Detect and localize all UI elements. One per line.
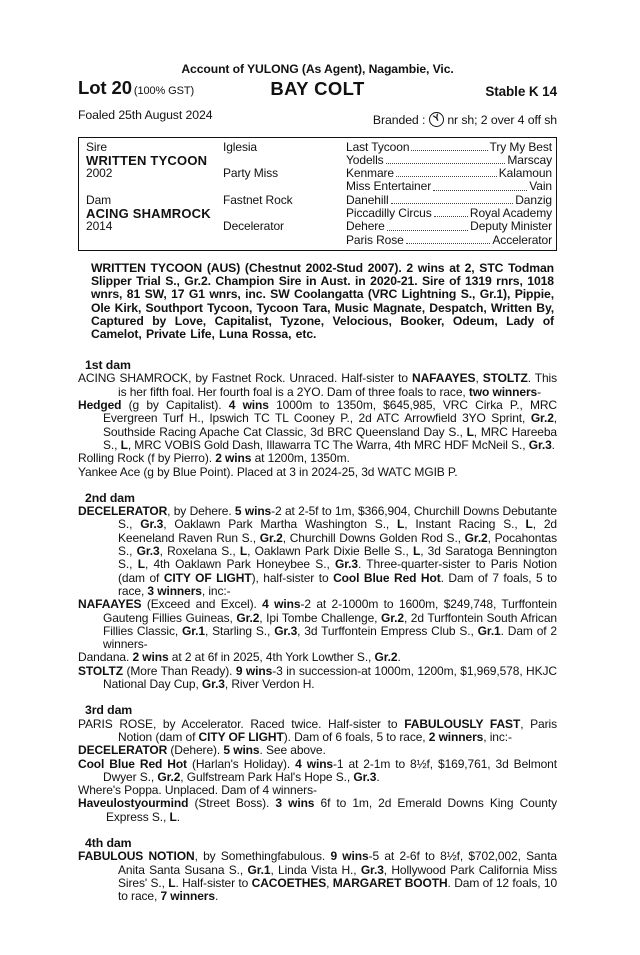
sire-year: 2002 <box>86 166 113 181</box>
leader-dots <box>387 220 468 230</box>
pedigree-paragraph: Where's Poppa. Unplaced. Dam of 4 winners- <box>78 783 317 798</box>
section-heading: 4th dam <box>85 835 132 850</box>
leader-dots <box>386 154 506 164</box>
pedigree-row: Kenmare Kalamoun <box>346 166 552 181</box>
leader-dots <box>433 180 527 190</box>
pedigree-table <box>78 137 557 251</box>
section-heading: 1st dam <box>85 358 131 373</box>
pedigree-paragraph: Yankee Ace (g by Blue Point). Placed at 3 in 2024-25, 3d WATC MGIB P. <box>78 464 458 479</box>
pedigree-paragraph: NAFAAYES (Exceed and Excel). 4 wins-2 at 2-1000m to 1600m, $249,748, Turffontein Gauteng Fillies Guineas, Gr.2, Ipi Tombe Challenge, Gr.2, 2d Turffontein South African Fillies Classic, Gr.1, Starling S., Gr.3, 3d Turffontein Empress Club S., Gr.1. Dam of 2 winners- <box>78 597 558 652</box>
branded-label: Branded : <box>372 113 426 128</box>
pedigree-paragraph: PARIS ROSE, by Accelerator. Raced twice. Half-sister to FABULOUSLY FAST, Paris Notion (dam of CITY OF LIGHT). Dam of 6 foals, 5 to race, 2 winners, inc:- <box>78 716 557 744</box>
lot-number: Lot 20 <box>78 77 132 99</box>
pedigree-row: Piccadilly Circus Royal Academy <box>346 206 552 221</box>
pedigree-row: Yodells Marscay <box>346 152 552 167</box>
pedigree-paragraph: Hedged (g by Capitalist). 4 wins 1000m to 1350m, $645,985, VRC Cirka P., MRC Evergreen Turf H., Ipswich TC TL Cooney P., 2d ATC Arrowfield 3YO Sprint, Gr.2, Southside Racing Apache Cat Classic, 3d BRC Queensland Day S., L, MRC Hareeba S., L, MRC VOBIS Gold Dash, Illawarra TC The Warra, 4th MRC HDF McNeil S., Gr.3. <box>78 398 557 452</box>
dam-year: 2014 <box>86 219 113 234</box>
section-2nd-dam <box>78 492 557 691</box>
grandparent-name: Decelerator <box>223 219 284 234</box>
branded-detail: nr sh; 2 over 4 off sh <box>447 113 557 128</box>
pedigree-row: Danehill Danzig <box>346 192 552 207</box>
section-heading: 3rd dam <box>85 703 133 718</box>
section-3rd-dam <box>78 704 557 824</box>
sire-label: Sire <box>86 139 107 154</box>
foaled-row <box>78 109 557 127</box>
grandparent-name: Party Miss <box>223 166 279 181</box>
pedigree-paragraph: Dandana. 2 wins at 2 at 6f in 2025, 4th York Lowther S., Gr.2. <box>78 650 401 665</box>
page-content <box>78 63 557 903</box>
lot-row <box>78 77 557 106</box>
dam-name: ACING SHAMROCK <box>86 206 211 222</box>
grandparent-name: Fastnet Rock <box>223 192 293 207</box>
stable-number: Stable K 14 <box>485 84 557 100</box>
leader-dots <box>396 167 497 177</box>
pedigree-row: Dehere Deputy Minister <box>346 219 552 234</box>
pedigree-paragraph: FABULOUS NOTION, by Somethingfabulous. 9 wins-5 at 2-6f to 8½f, $702,002, Santa Anita Santa Susana S., Gr.1, Linda Vista H., Gr.3, Hollywood Park California Miss Sires' S., L. Half-sister to CACOETHES, MARGARET BOOTH. Dam of 12 foals, 10 to race, 7 winners. <box>78 849 558 904</box>
foaled-date: Foaled 25th August 2024 <box>78 108 213 123</box>
pedigree-paragraph: Haveulostyourmind (Street Boss). 3 wins 6f to 1m, 2d Emerald Downs King County Express S., L. <box>78 796 557 824</box>
pedigree-paragraph: Rolling Rock (f by Pierro). 2 wins at 1200m, 1350m. <box>78 451 350 466</box>
pedigree-row: Last Tycoon Try My Best <box>346 139 552 154</box>
leader-dots <box>434 207 468 217</box>
branded-info <box>373 109 557 127</box>
pedigree-paragraph: DECELERATOR (Dehere). 5 wins. See above. <box>78 743 326 758</box>
gst-note: (100% GST) <box>133 85 195 98</box>
brand-icon: Y <box>429 112 444 127</box>
leader-dots <box>411 141 487 151</box>
pedigree-row: Paris Rose Accelerator <box>346 232 552 247</box>
pedigree-col-greatgrandparents <box>346 141 552 247</box>
leader-dots <box>391 194 514 204</box>
grandparent-name: Iglesia <box>223 139 257 154</box>
pedigree-col-parents <box>86 141 223 247</box>
pedigree-row: Miss Entertainer Vain <box>346 179 552 194</box>
sire-name: WRITTEN TYCOON <box>86 152 208 168</box>
pedigree-paragraph: ACING SHAMROCK, by Fastnet Rock. Unraced. Half-sister to NAFAAYES, STOLTZ. This is her fifth foal. Her fourth foal is a 2YO. Dam of three foals to race, two winners- <box>78 371 557 399</box>
sire-summary: WRITTEN TYCOON (AUS) (Chestnut 2002-Stud 2007). 2 wins at 2, STC Todman Slipper Trial S., Gr.2. Champion Sire in Aust. in 2020-21. Sire of 1319 rnrs, 1018 wnrs, 81 SW, 17 G1 wnrs, inc. SW Coolangatta (VRC Lightning S., Gr.1), Pippie, Ole Kirk, Southport Tycoon, Tycoon Tara, Music Magnate, Despatch, Written By, Captured by Love, Capitalist, Tyzone, Velocious, Booker, Odeum, Lady of Camelot, Private Life, Luna Rossa, etc. <box>91 260 554 341</box>
account-line: Account of YULONG (As Agent), Nagambie, Vic. <box>181 62 454 76</box>
leader-dots <box>406 234 491 244</box>
pedigree-paragraph: STOLTZ (More Than Ready). 9 wins-3 in succession-at 1000m, 1200m, $1,969,578, HKJC National Day Cup, Gr.3, River Verdon H. <box>78 663 557 692</box>
section-1st-dam <box>78 359 557 479</box>
pedigree-paragraph: Cool Blue Red Hot (Harlan's Holiday). 4 wins-1 at 2-1m to 8½f, $169,761, 3d Belmont Dwyer S., Gr.2, Gulfstream Park Hal's Hope S., Gr.3. <box>78 756 557 784</box>
section-4th-dam <box>78 837 557 903</box>
pedigree-col-grandparents <box>223 141 346 247</box>
dam-label: Dam <box>86 192 112 207</box>
section-heading: 2nd dam <box>85 490 135 505</box>
horse-title: BAY COLT <box>270 78 365 100</box>
pedigree-paragraph: DECELERATOR, by Dehere. 5 wins-2 at 2-5f to 1m, $366,904, Churchill Downs Debutante S., Gr.3, Oaklawn Park Martha Washington S., L, Instant Racing S., L, 2d Keeneland Raven Run S., Gr.2, Churchill Downs Golden Rod S., Gr.2, Pocahontas S., Gr.3, Roxelana S., L, Oaklawn Park Dixie Belle S., L, 3d Saratoga Bennington S., L, 4th Oaklawn Park Honeybee S., Gr.3. Three-quarter-sister to Paris Notion (dam of CITY OF LIGHT), half-sister to Cool Blue Red Hot. Dam of 7 foals, 5 to race, 3 winners, inc:- <box>78 504 558 598</box>
